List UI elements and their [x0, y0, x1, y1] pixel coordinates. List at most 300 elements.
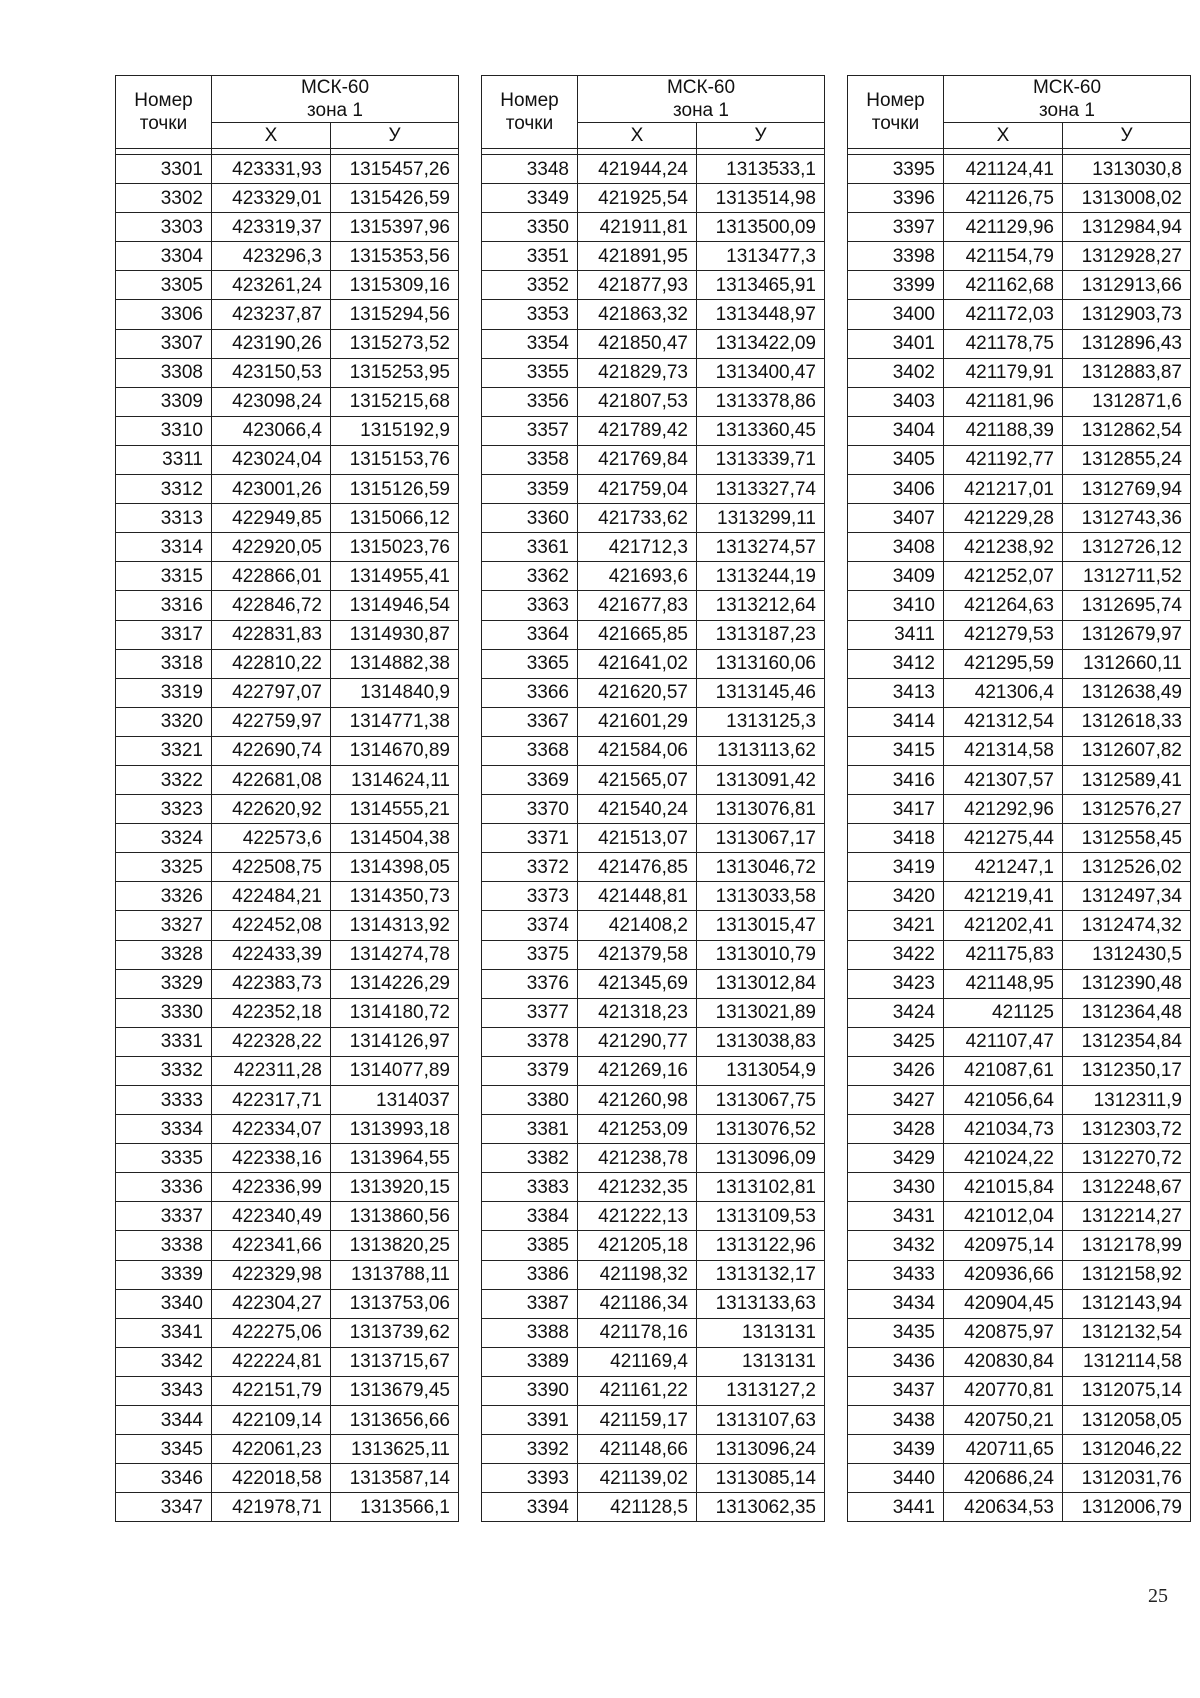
table-row — [482, 1027, 825, 1056]
x-value-cell: 423066,4 — [212, 416, 331, 445]
table-row — [482, 1493, 825, 1522]
x-value-cell: 422304,27 — [212, 1289, 331, 1318]
y-value-cell: 1312248,67 — [1063, 1173, 1191, 1202]
point-number-cell: 3314 — [116, 533, 212, 562]
x-value-cell: 421129,96 — [944, 213, 1063, 242]
y-value-cell: 1314077,89 — [331, 1056, 459, 1085]
point-number-cell: 3408 — [848, 533, 944, 562]
y-value-cell: 1313015,47 — [697, 911, 825, 940]
y-value-cell: 1312497,34 — [1063, 882, 1191, 911]
x-header: Х — [944, 123, 1063, 149]
table-row — [482, 1260, 825, 1289]
table-row — [116, 649, 459, 678]
y-value-cell: 1312214,27 — [1063, 1202, 1191, 1231]
table-row — [482, 475, 825, 504]
x-value-cell: 421148,66 — [578, 1435, 697, 1464]
point-number-cell: 3379 — [482, 1056, 578, 1085]
x-value-cell: 421877,93 — [578, 271, 697, 300]
x-value-cell: 422317,71 — [212, 1086, 331, 1115]
point-number-cell: 3303 — [116, 213, 212, 242]
point-number-cell: 3325 — [116, 853, 212, 882]
table-row — [482, 591, 825, 620]
x-value-cell: 421540,24 — [578, 795, 697, 824]
table-row — [116, 795, 459, 824]
table-row — [116, 1086, 459, 1115]
y-value-cell: 1312896,43 — [1063, 329, 1191, 358]
y-value-cell: 1312430,5 — [1063, 940, 1191, 969]
y-value-cell: 1314226,29 — [331, 969, 459, 998]
table-row — [848, 562, 1191, 591]
point-number-cell: 3362 — [482, 562, 578, 591]
table-row — [848, 1347, 1191, 1376]
y-value-cell: 1312695,74 — [1063, 591, 1191, 620]
x-value-cell: 422224,81 — [212, 1347, 331, 1376]
table-row — [116, 1027, 459, 1056]
table-row — [848, 1376, 1191, 1405]
point-number-cell: 3424 — [848, 998, 944, 1027]
x-value-cell: 421012,04 — [944, 1202, 1063, 1231]
y-value-cell: 1313062,35 — [697, 1493, 825, 1522]
table-row — [116, 1231, 459, 1260]
y-value-cell: 1312526,02 — [1063, 853, 1191, 882]
y-value-cell: 1313132,17 — [697, 1260, 825, 1289]
point-number-cell: 3391 — [482, 1406, 578, 1435]
y-value-cell: 1313131 — [697, 1347, 825, 1376]
x-value-cell: 422329,98 — [212, 1260, 331, 1289]
table-row — [482, 969, 825, 998]
x-value-cell: 421944,24 — [578, 155, 697, 184]
point-number-cell: 3381 — [482, 1115, 578, 1144]
y-value-cell: 1313327,74 — [697, 475, 825, 504]
point-number-cell: 3385 — [482, 1231, 578, 1260]
table-row — [116, 1406, 459, 1435]
point-number-cell: 3435 — [848, 1318, 944, 1347]
point-number-cell: 3363 — [482, 591, 578, 620]
x-value-cell: 422690,74 — [212, 736, 331, 765]
y-value-cell: 1312984,94 — [1063, 213, 1191, 242]
point-number-cell: 3342 — [116, 1347, 212, 1376]
point-number-cell: 3343 — [116, 1376, 212, 1405]
x-value-cell: 421128,5 — [578, 1493, 697, 1522]
x-value-cell: 423331,93 — [212, 155, 331, 184]
y-value-cell: 1313339,71 — [697, 445, 825, 474]
y-value-cell: 1313187,23 — [697, 620, 825, 649]
point-number-cell: 3355 — [482, 358, 578, 387]
y-value-cell: 1313587,14 — [331, 1464, 459, 1493]
x-value-cell: 421292,96 — [944, 795, 1063, 824]
x-value-cell: 421601,29 — [578, 707, 697, 736]
y-value-cell: 1313030,8 — [1063, 155, 1191, 184]
x-value-cell: 423024,04 — [212, 445, 331, 474]
table-row — [116, 155, 459, 184]
table-row — [482, 911, 825, 940]
table-row — [116, 504, 459, 533]
table-row — [848, 853, 1191, 882]
y-value-cell: 1314274,78 — [331, 940, 459, 969]
y-value-cell: 1314840,9 — [331, 678, 459, 707]
y-value-cell: 1315215,68 — [331, 387, 459, 416]
point-number-cell: 3315 — [116, 562, 212, 591]
table-row — [116, 387, 459, 416]
x-value-cell: 420975,14 — [944, 1231, 1063, 1260]
y-value-cell: 1313067,75 — [697, 1086, 825, 1115]
y-value-cell: 1312871,6 — [1063, 387, 1191, 416]
y-value-cell: 1313102,81 — [697, 1173, 825, 1202]
table-row — [482, 445, 825, 474]
table-row — [482, 387, 825, 416]
table-row — [116, 1493, 459, 1522]
table-row — [482, 678, 825, 707]
table-row — [482, 533, 825, 562]
table-row — [482, 271, 825, 300]
y-value-cell: 1313820,25 — [331, 1231, 459, 1260]
x-value-cell: 422352,18 — [212, 998, 331, 1027]
x-value-cell: 422311,28 — [212, 1056, 331, 1085]
y-value-cell: 1315153,76 — [331, 445, 459, 474]
point-number-cell: 3405 — [848, 445, 944, 474]
x-value-cell: 422151,79 — [212, 1376, 331, 1405]
table-row — [482, 649, 825, 678]
table-row — [116, 184, 459, 213]
point-number-cell: 3400 — [848, 300, 944, 329]
point-number-cell: 3417 — [848, 795, 944, 824]
coordinate-system-header — [578, 76, 825, 123]
point-number-cell: 3322 — [116, 765, 212, 794]
x-value-cell: 421154,79 — [944, 242, 1063, 271]
page-number: 25 — [1148, 1585, 1168, 1607]
x-value-cell: 423237,87 — [212, 300, 331, 329]
table-row — [482, 853, 825, 882]
y-value-cell: 1312726,12 — [1063, 533, 1191, 562]
point-number-cell: 3347 — [116, 1493, 212, 1522]
table-row — [848, 591, 1191, 620]
y-value-cell: 1313753,06 — [331, 1289, 459, 1318]
point-number-cell: 3306 — [116, 300, 212, 329]
y-value-cell: 1312638,49 — [1063, 678, 1191, 707]
system-line2: зона 1 — [1039, 100, 1095, 121]
x-value-cell: 421925,54 — [578, 184, 697, 213]
y-value-cell: 1314946,54 — [331, 591, 459, 620]
x-value-cell: 422383,73 — [212, 969, 331, 998]
table-row — [482, 765, 825, 794]
point-number-cell: 3389 — [482, 1347, 578, 1376]
x-value-cell: 421789,42 — [578, 416, 697, 445]
table-row — [116, 736, 459, 765]
y-value-cell: 1312769,94 — [1063, 475, 1191, 504]
point-number-cell: 3396 — [848, 184, 944, 213]
y-value-cell: 1312607,82 — [1063, 736, 1191, 765]
point-number-cell: 3407 — [848, 504, 944, 533]
x-value-cell: 421307,57 — [944, 765, 1063, 794]
point-number-cell: 3335 — [116, 1144, 212, 1173]
point-number-cell: 3380 — [482, 1086, 578, 1115]
y-value-cell: 1312903,73 — [1063, 300, 1191, 329]
table-row — [482, 1289, 825, 1318]
x-value-cell: 421238,92 — [944, 533, 1063, 562]
x-value-cell: 421264,63 — [944, 591, 1063, 620]
y-value-cell: 1315126,59 — [331, 475, 459, 504]
y-value-cell: 1313046,72 — [697, 853, 825, 882]
x-header: Х — [212, 123, 331, 149]
point-number-header — [116, 76, 212, 149]
point-number-cell: 3413 — [848, 678, 944, 707]
x-value-cell: 421891,95 — [578, 242, 697, 271]
table-row — [482, 795, 825, 824]
y-value-cell: 1313739,62 — [331, 1318, 459, 1347]
system-line1: МСК-60 — [666, 77, 736, 98]
point-number-cell: 3365 — [482, 649, 578, 678]
point-number-cell: 3330 — [116, 998, 212, 1027]
x-value-cell: 421476,85 — [578, 853, 697, 882]
y-value-cell: 1313400,47 — [697, 358, 825, 387]
table-row — [482, 300, 825, 329]
table-row — [116, 1115, 459, 1144]
table-row — [848, 504, 1191, 533]
y-value-cell: 1312679,97 — [1063, 620, 1191, 649]
point-number-cell: 3419 — [848, 853, 944, 882]
point-number-cell: 3302 — [116, 184, 212, 213]
y-value-cell: 1315397,96 — [331, 213, 459, 242]
table-row — [116, 1144, 459, 1173]
y-value-cell: 1313299,11 — [697, 504, 825, 533]
y-value-cell: 1312883,87 — [1063, 358, 1191, 387]
point-number-cell: 3376 — [482, 969, 578, 998]
x-value-cell: 422949,85 — [212, 504, 331, 533]
table-row — [116, 1289, 459, 1318]
y-value-cell: 1313113,62 — [697, 736, 825, 765]
point-number-cell: 3393 — [482, 1464, 578, 1493]
y-value-cell: 1312114,58 — [1063, 1347, 1191, 1376]
x-value-cell: 421181,96 — [944, 387, 1063, 416]
point-number-cell: 3352 — [482, 271, 578, 300]
x-value-cell: 421169,4 — [578, 1347, 697, 1376]
point-number-cell: 3326 — [116, 882, 212, 911]
point-number-cell: 3356 — [482, 387, 578, 416]
x-value-cell: 421178,75 — [944, 329, 1063, 358]
y-header: У — [697, 123, 825, 149]
table-row — [482, 184, 825, 213]
table-row — [848, 445, 1191, 474]
x-value-cell: 421139,02 — [578, 1464, 697, 1493]
point-number-cell: 3420 — [848, 882, 944, 911]
x-value-cell: 421172,03 — [944, 300, 1063, 329]
point-number-cell: 3386 — [482, 1260, 578, 1289]
table-row — [116, 1202, 459, 1231]
table-row — [848, 533, 1191, 562]
y-value-cell: 1315023,76 — [331, 533, 459, 562]
y-value-cell: 1312862,54 — [1063, 416, 1191, 445]
x-value-cell: 420711,65 — [944, 1435, 1063, 1464]
point-number-cell: 3353 — [482, 300, 578, 329]
x-value-cell: 422328,22 — [212, 1027, 331, 1056]
point-number-cell: 3440 — [848, 1464, 944, 1493]
point-number-cell: 3311 — [116, 445, 212, 474]
x-value-cell: 421863,32 — [578, 300, 697, 329]
x-value-cell: 421733,62 — [578, 504, 697, 533]
table-row — [848, 707, 1191, 736]
x-value-cell: 421269,16 — [578, 1056, 697, 1085]
table-row — [848, 998, 1191, 1027]
x-value-cell: 422433,39 — [212, 940, 331, 969]
table-row — [116, 1173, 459, 1202]
y-value-cell: 1313008,02 — [1063, 184, 1191, 213]
table-row — [116, 998, 459, 1027]
point-number-cell: 3368 — [482, 736, 578, 765]
table-row — [482, 736, 825, 765]
point-number-cell: 3357 — [482, 416, 578, 445]
table-row — [482, 1173, 825, 1202]
x-value-cell: 423261,24 — [212, 271, 331, 300]
point-number-cell: 3321 — [116, 736, 212, 765]
table-row — [848, 1464, 1191, 1493]
table-row — [482, 242, 825, 271]
table-row — [116, 533, 459, 562]
x-value-cell: 421034,73 — [944, 1115, 1063, 1144]
x-value-cell: 421205,18 — [578, 1231, 697, 1260]
y-value-cell: 1314037 — [331, 1086, 459, 1115]
table-row — [848, 940, 1191, 969]
point-number-cell: 3313 — [116, 504, 212, 533]
x-value-cell: 423098,24 — [212, 387, 331, 416]
y-value-cell: 1312855,24 — [1063, 445, 1191, 474]
x-value-cell: 422109,14 — [212, 1406, 331, 1435]
y-value-cell: 1313244,19 — [697, 562, 825, 591]
x-value-cell: 422508,75 — [212, 853, 331, 882]
x-value-cell: 422452,08 — [212, 911, 331, 940]
table-row — [848, 1027, 1191, 1056]
table-row — [116, 1464, 459, 1493]
table-row — [116, 1318, 459, 1347]
table-row — [482, 620, 825, 649]
y-value-cell: 1312390,48 — [1063, 969, 1191, 998]
y-value-cell: 1315066,12 — [331, 504, 459, 533]
y-header: У — [1063, 123, 1191, 149]
x-value-cell: 421260,98 — [578, 1086, 697, 1115]
y-value-cell: 1315457,26 — [331, 155, 459, 184]
point-number-cell: 3366 — [482, 678, 578, 707]
table-row — [482, 155, 825, 184]
y-value-cell: 1313274,57 — [697, 533, 825, 562]
point-number-cell: 3441 — [848, 1493, 944, 1522]
table-row — [848, 329, 1191, 358]
y-value-cell: 1315426,59 — [331, 184, 459, 213]
table-row — [116, 213, 459, 242]
x-value-cell: 421162,68 — [944, 271, 1063, 300]
x-value-cell: 421641,02 — [578, 649, 697, 678]
table-row — [116, 1376, 459, 1405]
table-row — [848, 765, 1191, 794]
y-value-cell: 1313656,66 — [331, 1406, 459, 1435]
point-number-cell: 3370 — [482, 795, 578, 824]
table-row — [116, 911, 459, 940]
table-row — [482, 1318, 825, 1347]
point-number-cell: 3333 — [116, 1086, 212, 1115]
x-value-cell: 421769,84 — [578, 445, 697, 474]
y-value-cell: 1313212,64 — [697, 591, 825, 620]
table-row — [482, 1202, 825, 1231]
x-value-cell: 421379,58 — [578, 940, 697, 969]
x-value-cell: 421807,53 — [578, 387, 697, 416]
table-row — [848, 1435, 1191, 1464]
y-value-cell: 1314504,38 — [331, 824, 459, 853]
point-number-cell: 3403 — [848, 387, 944, 416]
point-number-cell: 3304 — [116, 242, 212, 271]
point-number-cell: 3418 — [848, 824, 944, 853]
x-value-cell: 421252,07 — [944, 562, 1063, 591]
y-value-cell: 1314126,97 — [331, 1027, 459, 1056]
point-label-line1: Номер — [134, 90, 193, 111]
x-value-cell: 421219,41 — [944, 882, 1063, 911]
y-value-cell: 1313096,09 — [697, 1144, 825, 1173]
system-line1: МСК-60 — [1032, 77, 1102, 98]
point-number-cell: 3336 — [116, 1173, 212, 1202]
point-number-cell: 3301 — [116, 155, 212, 184]
table-row — [848, 1144, 1191, 1173]
table-row — [482, 882, 825, 911]
x-value-cell: 421175,83 — [944, 940, 1063, 969]
y-value-cell: 1313993,18 — [331, 1115, 459, 1144]
x-value-cell: 420904,45 — [944, 1289, 1063, 1318]
y-value-cell: 1312354,84 — [1063, 1027, 1191, 1056]
x-value-cell: 421178,16 — [578, 1318, 697, 1347]
point-number-cell: 3307 — [116, 329, 212, 358]
y-value-cell: 1314398,05 — [331, 853, 459, 882]
point-label-line1: Номер — [500, 90, 559, 111]
x-value-cell: 421911,81 — [578, 213, 697, 242]
point-number-cell: 3416 — [848, 765, 944, 794]
point-number-cell: 3395 — [848, 155, 944, 184]
x-value-cell: 420875,97 — [944, 1318, 1063, 1347]
point-number-cell: 3305 — [116, 271, 212, 300]
table-row — [848, 271, 1191, 300]
table-row — [116, 765, 459, 794]
y-value-cell: 1313679,45 — [331, 1376, 459, 1405]
x-value-cell: 421126,75 — [944, 184, 1063, 213]
point-number-cell: 3374 — [482, 911, 578, 940]
y-value-cell: 1312928,27 — [1063, 242, 1191, 271]
table-row — [482, 1435, 825, 1464]
x-value-cell: 420686,24 — [944, 1464, 1063, 1493]
x-value-cell: 421253,09 — [578, 1115, 697, 1144]
point-number-cell: 3423 — [848, 969, 944, 998]
table-row — [848, 1056, 1191, 1085]
y-value-cell: 1313038,83 — [697, 1027, 825, 1056]
table-row — [848, 1202, 1191, 1231]
y-value-cell: 1315309,16 — [331, 271, 459, 300]
y-value-cell: 1313054,9 — [697, 1056, 825, 1085]
point-number-cell: 3432 — [848, 1231, 944, 1260]
table-row — [848, 678, 1191, 707]
table-row — [116, 358, 459, 387]
x-value-cell: 422061,23 — [212, 1435, 331, 1464]
x-value-cell: 422759,97 — [212, 707, 331, 736]
y-value-cell: 1312006,79 — [1063, 1493, 1191, 1522]
x-value-cell: 421024,22 — [944, 1144, 1063, 1173]
y-value-cell: 1314313,92 — [331, 911, 459, 940]
y-value-cell: 1313127,2 — [697, 1376, 825, 1405]
y-value-cell: 1312311,9 — [1063, 1086, 1191, 1115]
point-number-cell: 3320 — [116, 707, 212, 736]
point-number-cell: 3340 — [116, 1289, 212, 1318]
point-number-cell: 3375 — [482, 940, 578, 969]
y-value-cell: 1312474,32 — [1063, 911, 1191, 940]
point-number-cell: 3338 — [116, 1231, 212, 1260]
table-row — [482, 1347, 825, 1376]
table-row — [848, 475, 1191, 504]
y-value-cell: 1313076,81 — [697, 795, 825, 824]
x-value-cell: 422846,72 — [212, 591, 331, 620]
point-number-cell: 3346 — [116, 1464, 212, 1493]
